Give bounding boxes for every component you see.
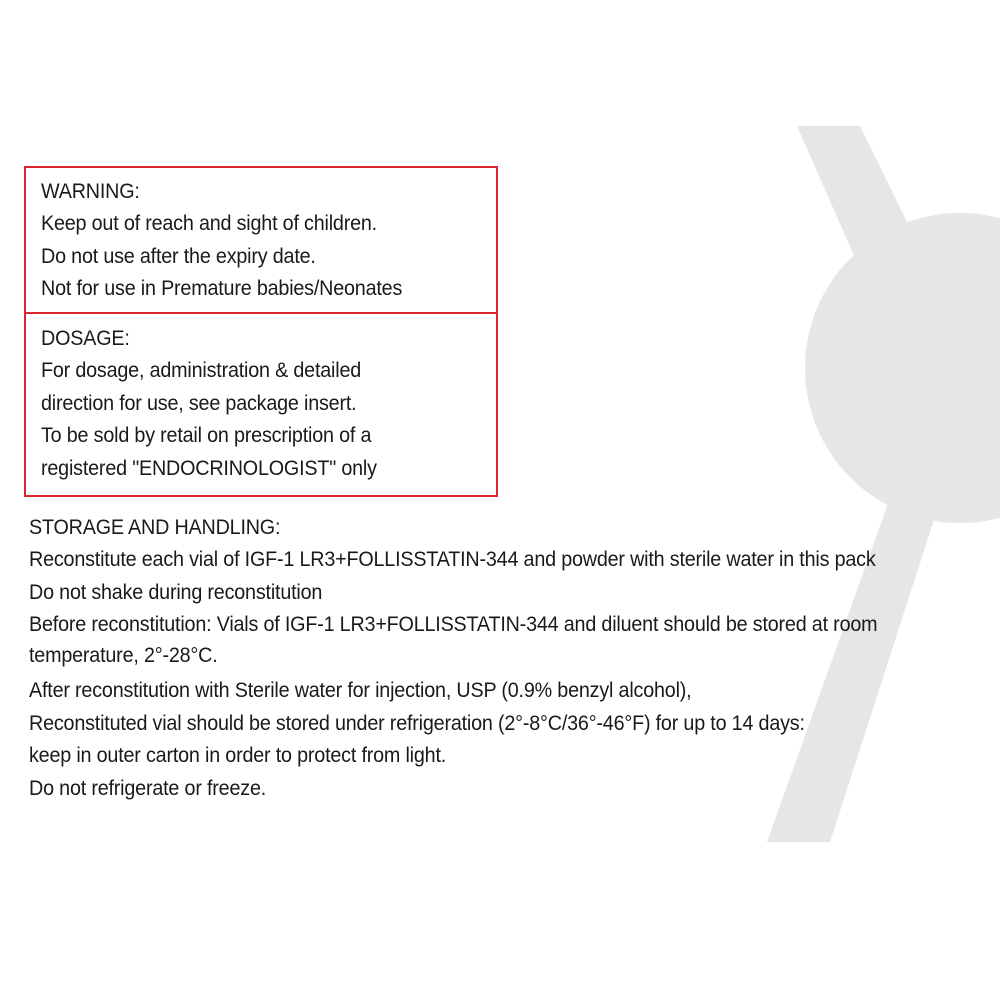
dosage-heading: DOSAGE: <box>41 327 130 350</box>
storage-line: Do not refrigerate or freeze. <box>29 776 267 800</box>
storage-line: After reconstitution with Sterile water for injection, USP (0.9% benzyl alcohol), <box>29 679 692 702</box>
storage-line: Do not shake during reconstitution <box>29 580 323 604</box>
dosage-box <box>24 312 498 497</box>
storage-line: keep in outer carton in order to protect from light. <box>29 744 447 767</box>
warning-line: Not for use in Premature babies/Neonates <box>41 277 403 300</box>
storage-heading: STORAGE AND HANDLING: <box>29 516 281 539</box>
dosage-line: For dosage, administration & detailed <box>41 359 362 382</box>
dosage-line: To be sold by retail on prescription of a <box>41 424 372 447</box>
warning-heading: WARNING: <box>41 180 140 203</box>
warning-box <box>24 166 498 314</box>
warning-line: Keep out of reach and sight of children. <box>41 212 377 235</box>
warning-line: Do not use after the expiry date. <box>41 244 316 268</box>
storage-section <box>29 512 989 805</box>
storage-line: Reconstituted vial should be stored under refrigeration (2°-8°C/36°-46°F) for up to 14 days: <box>29 711 805 735</box>
storage-line: Reconstitute each vial of IGF-1 LR3+FOLLISSTATIN-344 and powder with sterile water in this pack <box>29 548 876 571</box>
dosage-line: registered "ENDOCRINOLOGIST" only <box>41 456 377 480</box>
storage-line: Before reconstitution: Vials of IGF-1 LR3+FOLLISSTATIN-344 and diluent should be stored at room temperature, 2°-28°C. <box>29 613 878 667</box>
dosage-line: direction for use, see package insert. <box>41 391 357 415</box>
